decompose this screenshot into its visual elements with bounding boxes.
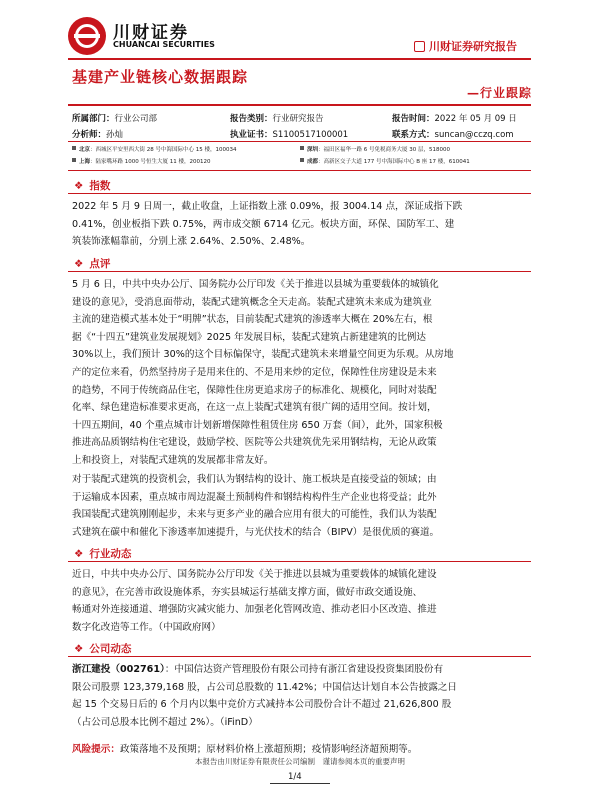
page-number-underline <box>270 783 330 784</box>
section-divider <box>68 561 531 562</box>
report-title: 基建产业链核心数据跟踪 <box>72 68 249 86</box>
license-label: 执业证书： <box>230 130 273 140</box>
report-subtitle: —行业跟踪 <box>466 86 532 100</box>
bullet-icon <box>300 146 304 150</box>
report-tag-icon <box>414 41 425 52</box>
comment-paragraph-1: 5 月 6 日，中共中央办公厅、国务院办公厅印发《关于推进以县城为重要载体的城镇化 建设的意见》，受消息面带动，装配式建筑概念全天走高。装配式建筑未来成为建筑业 主流的建造模式基本处于“明牌”状态，目前装配式建筑的渗透率大概在 20%左右，根 据《“十四五”建筑业发展规划》2025 年发展目标，装配式建筑占新建建筑的比例达 30%以上，我们预计 30%的这个目标偏保守，装配式建筑未来增量空间更为乐观。从房地 产的定位来看，仍然坚持房子是用来住的、不是用来炒的定位，保障性住房建设是未来 的趋势，不同于传统商品住宅，保障性住房更追求房子的标准化、规模化，同时对装配 化率、绿色建造标准要求更高，在这一点上装配式建筑有很广阔的适用空间。按计划， 十四五期间，40 个重点城市计划新增保障性租赁住房 650 万套（间），此外，国家积极 推进高品质钢结构住宅建设，鼓励学校、医院等公共建筑优先采用钢结构，无论从政策 上和投资上，对装配式建筑的发展都非常友好。 <box>72 279 454 466</box>
contact-value: suncan@cczq.com <box>434 130 514 140</box>
dept-value: 行业公司部 <box>114 114 158 124</box>
bullet-icon <box>72 146 76 150</box>
report-tag <box>414 38 517 54</box>
industry-paragraph: 近日，中共中央办公厅、国务院办公厅印发《关于推进以县城为重要载体的城镇化建设 的意见》，在完善市政设施体系，夯实县城运行基础支撑方面，做好市政交通设施、 畅通对外连接通道、增强防灾减灾能力、加强老化管网改造、推动老旧小区改造、推进 数字化改造等工作。（中国政府网） <box>72 569 437 633</box>
type-label: 报告类别： <box>230 114 273 124</box>
page-number: 1/4 <box>288 772 302 782</box>
section-heading-comment: ❖ 点评 <box>74 258 111 270</box>
bullet-icon <box>72 158 76 162</box>
report-tag-label: 川财证券研究报告 <box>429 40 517 53</box>
type-value: 行业研究报告 <box>272 114 324 124</box>
address-shenzhen: 深圳：福田区福华一路 6 号免税商务大厦 30 层，518000 <box>300 145 450 153</box>
header-divider <box>68 58 531 60</box>
page-header <box>0 0 600 60</box>
meta-time <box>392 112 517 124</box>
title-divider <box>68 104 531 106</box>
diamond-bullet-icon: ❖ <box>74 548 84 560</box>
diamond-bullet-icon: ❖ <box>74 643 84 655</box>
section-divider <box>68 656 531 657</box>
dept-label: 所属部门： <box>72 114 115 124</box>
footer-disclaimer: 本报告由川财证券有限责任公司编制 谨请参阅本页的重要声明 <box>195 757 405 766</box>
brand-name-en: CHUANCAI SECURITIES <box>113 40 215 49</box>
risk-warning <box>72 741 417 755</box>
analyst-label: 分析师： <box>72 130 107 140</box>
section-divider <box>68 271 531 272</box>
diamond-bullet-icon: ❖ <box>74 258 84 270</box>
meta-contact <box>392 128 514 140</box>
section-heading-index: ❖ 指数 <box>74 180 111 192</box>
meta-analyst <box>72 128 123 140</box>
time-value: 2022 年 05 月 09 日 <box>434 114 517 124</box>
license-value: S1100517100001 <box>272 130 349 140</box>
index-paragraph: 2022 年 5 月 9 日周一，截止收盘，上证指数上涨 0.09%，报 3004.14 点，深证成指下跌 0.41%，创业板指下跌 0.75%，两市成交额 6714 亿元。板块方面，环保、国防军工、建 筑装饰涨幅靠前，分别上涨 2.64%、2.50%、2.48%。 <box>72 201 463 248</box>
meta-divider <box>68 141 531 142</box>
company-logo-icon <box>68 17 106 55</box>
contact-label: 联系方式： <box>392 130 435 140</box>
company-name: 浙江建投（002761） <box>72 664 165 675</box>
company-paragraph: 浙江建投（002761）：中国信达资产管理股份有限公司持有浙江省建设投资集团股份有 限公司股票 123,379,168 股，占公司总股数的 11.42%；中国信达计划自本公告披露之日 起 15 个交易日后的 6 个月内以集中竞价方式减持本公司股份合计不超过 21,626,800 股 （占公司总股本比例不超过 2%）。（iFinD） <box>72 664 457 728</box>
meta-type <box>230 112 324 124</box>
meta-row-1 <box>72 112 157 124</box>
section-divider <box>68 193 531 194</box>
bullet-icon <box>300 158 304 162</box>
time-label: 报告时间： <box>392 114 435 124</box>
analyst-value: 孙灿 <box>106 130 124 140</box>
risk-label: 风险提示： <box>72 744 120 755</box>
risk-text: 政策落地不及预期；原材料价格上涨超预期；疫情影响经济超预期等。 <box>119 744 418 755</box>
section-heading-industry: ❖ 行业动态 <box>74 548 132 560</box>
address-beijing: 北京：西城区平安里西大街 28 号中海国际中心 15 楼，100034 <box>72 145 237 153</box>
section-heading-company: ❖ 公司动态 <box>74 643 132 655</box>
meta-license <box>230 128 348 140</box>
address-divider <box>68 170 531 171</box>
address-chengdu: 成都：高新区交子大道 177 号中海国际中心 B 座 17 楼，610041 <box>300 157 470 165</box>
address-shanghai: 上海：陆家嘴环路 1000 号恒生大厦 11 楼，200120 <box>72 157 211 165</box>
comment-paragraph-2: 对于装配式建筑的投资机会，我们认为钢结构的设计、施工板块是直接受益的领域；由 于运输成本因素，重点城市周边混凝土预制构件和钢结构构件生产企业也将受益；此外 我国装配式建筑刚刚起步，未来与更多产业的融合应用有很大的可能性，我们认为装配 式建筑在碳中和催化下渗透率加速提升，与光伏技术的结合（BIPV）是很优质的赛道。 <box>72 474 440 538</box>
brand-name-cn: 川财证券 <box>113 23 189 43</box>
diamond-bullet-icon: ❖ <box>74 180 84 192</box>
